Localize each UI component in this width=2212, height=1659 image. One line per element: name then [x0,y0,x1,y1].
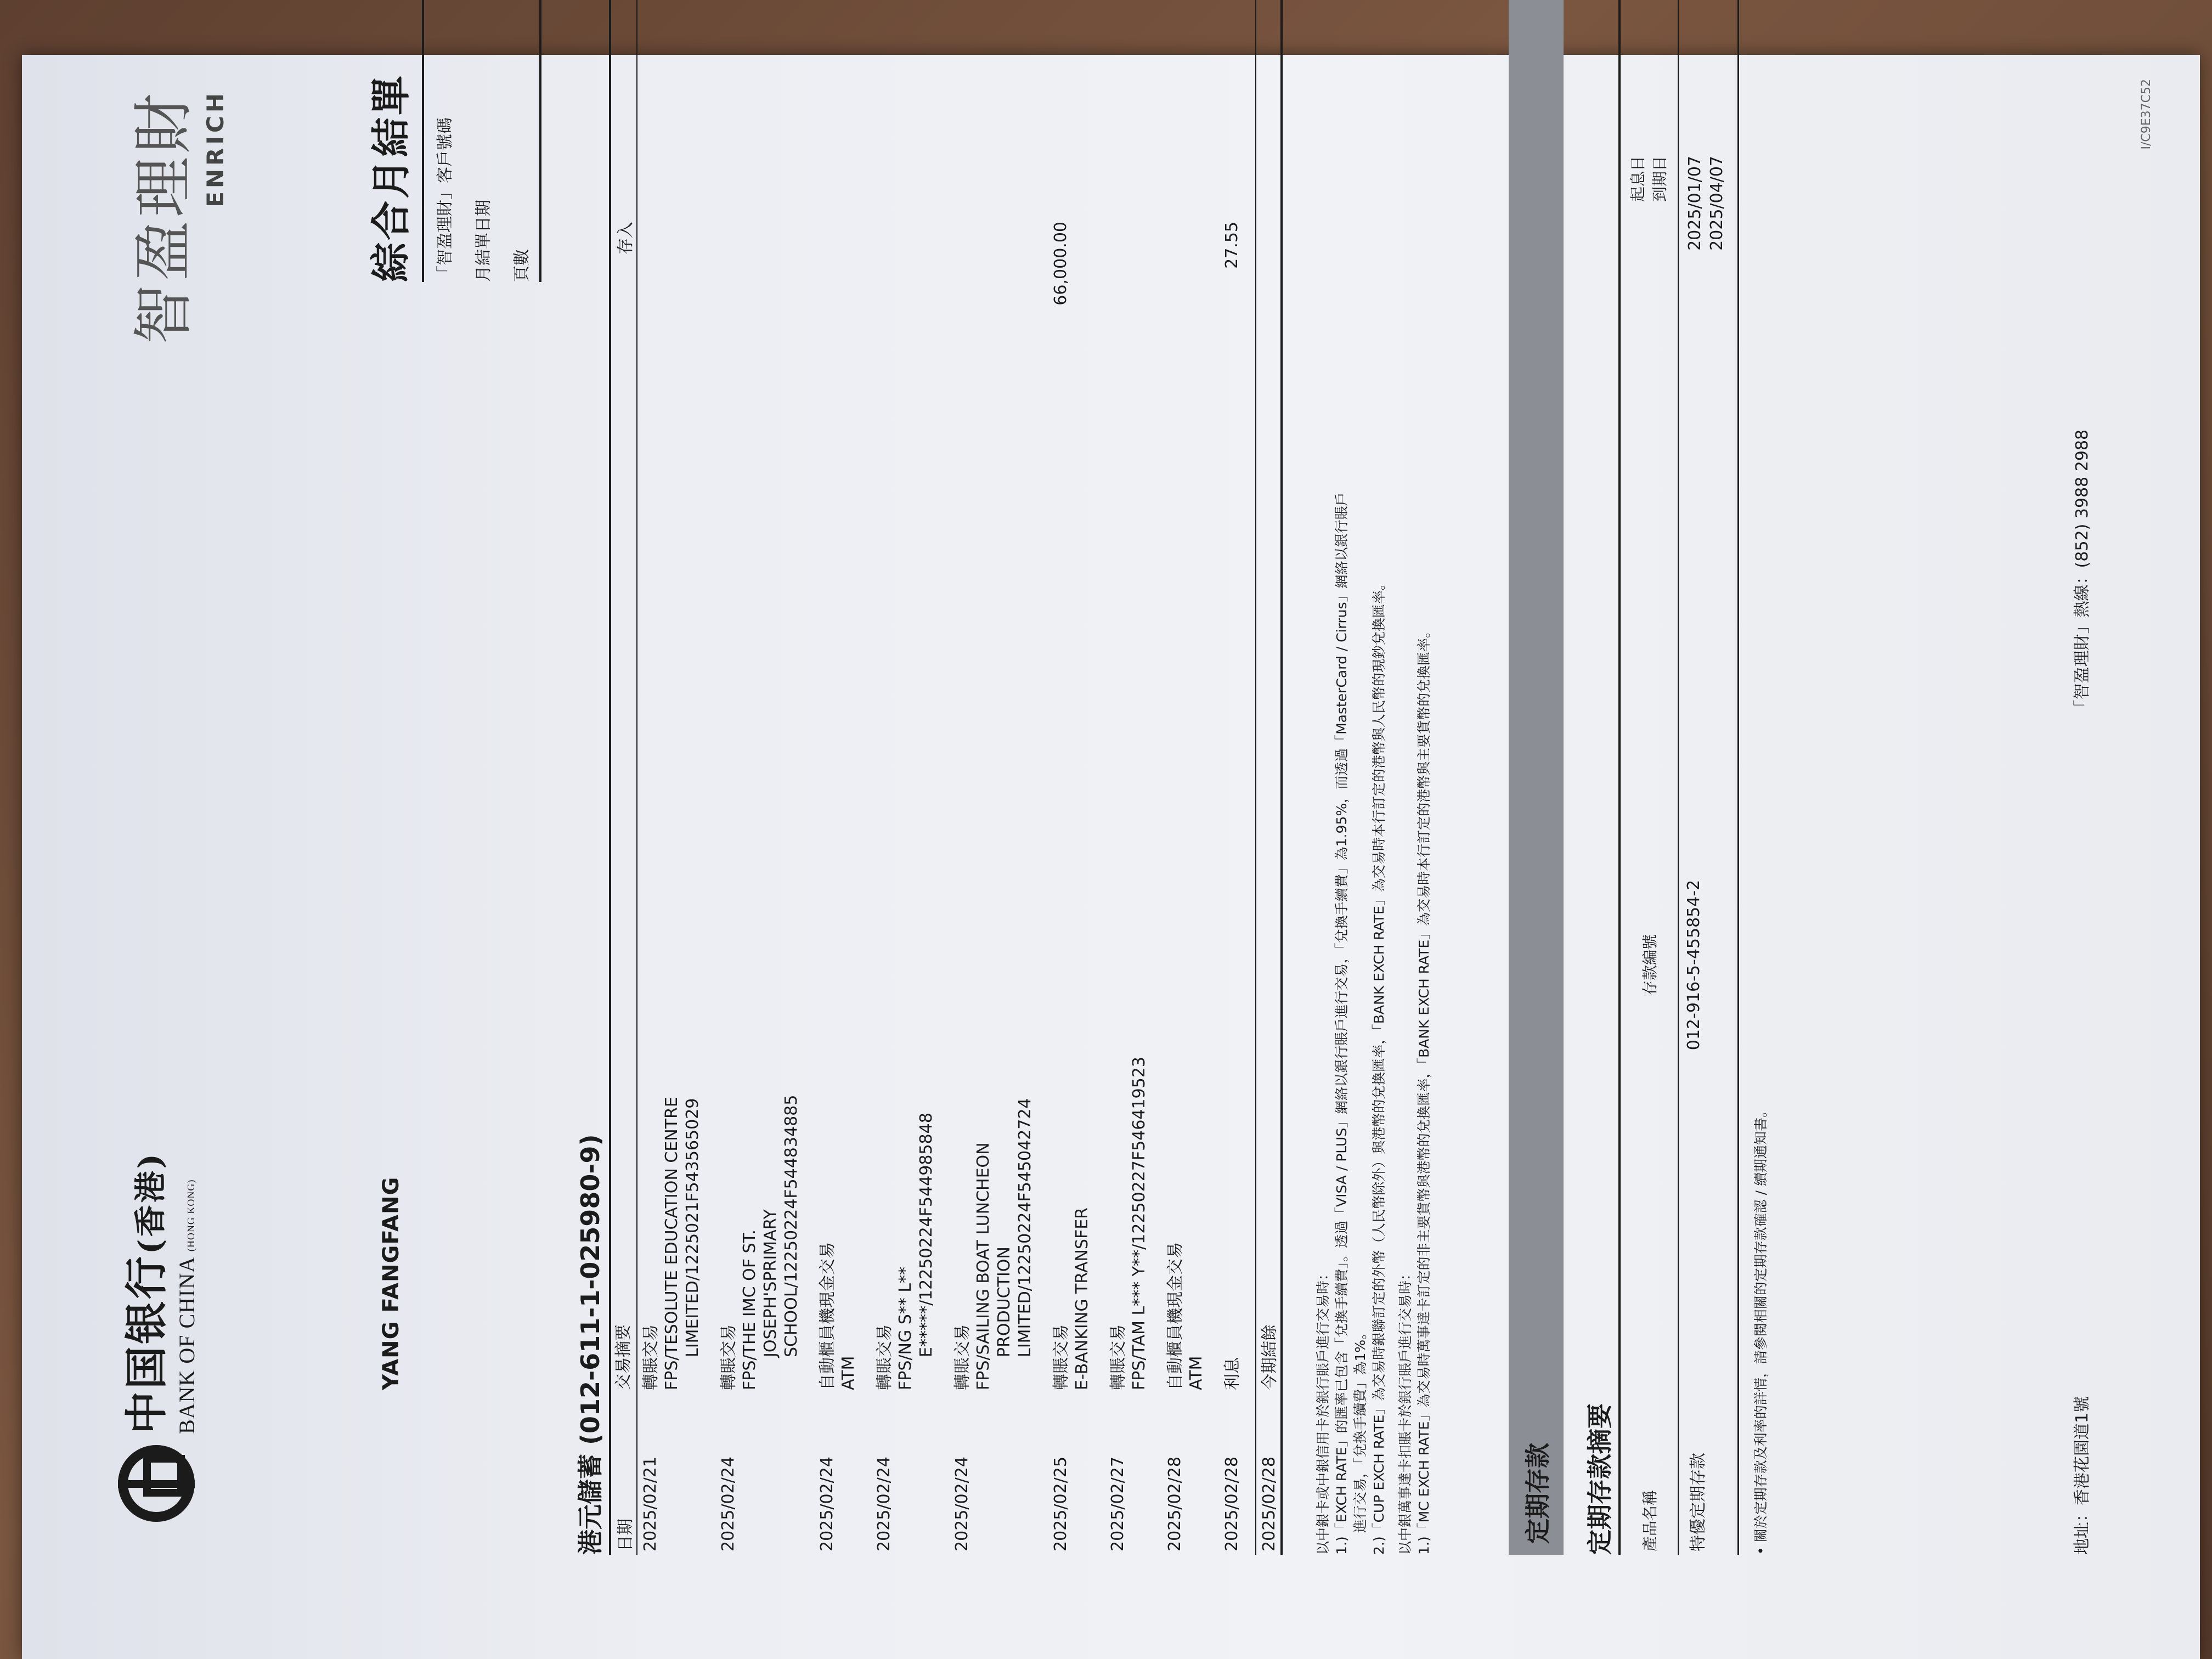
note-line: 進行交易，「兌換手續費」為1%。 [1352,1325,1368,1533]
transaction-withdrawal [641,0,715,222]
transaction-description-line: ATM [839,1356,858,1390]
transaction-deposit: 27.55 [1222,222,1242,269]
transaction-description [719,650,814,1390]
transaction-deposit [1165,222,1219,650]
transaction-description [1108,650,1162,1390]
transaction-withdrawal [1165,0,1219,222]
table-row [949,0,1048,1555]
statement-info-row: 月結單日期 [474,200,493,282]
time-deposit-table-header: 產品名稱 存款編號 起息日 到期日 [1618,0,1679,1555]
transaction-deposit [719,222,814,650]
savings-account-title: 港元儲蓄 (012-611-1-025980-9) [575,1134,605,1555]
transaction-description-line: FPS/TAM L*** Y**/12250227F546419523 [1130,1057,1149,1390]
table-row [1048,0,1105,1555]
transaction-description-line: LIMEITED/1225021F543565029 [683,1098,702,1357]
transaction-date: 2025/02/24 [719,1457,738,1551]
transaction-description-line: 轉賬交易 [641,1324,661,1390]
footer-hotline: 「智盈理財」熱線：(852) 3988 2988 [2073,429,2092,716]
transaction-table-header: 日期 交易摘要 存入 [609,0,637,1555]
table-row [814,0,871,1555]
transaction-description-line: FPS/TESOLUTE EDUCATION CENTRE [662,1097,681,1390]
transaction-description-line: 自動櫃員機現金交易 [1166,1242,1185,1390]
statement-title: 綜合月結單 [368,73,414,282]
transaction-withdrawal [1108,0,1162,222]
transaction-description [1165,650,1219,1390]
transaction-withdrawal [817,0,871,222]
bank-name-cn: 中国银行 [122,1254,172,1434]
statement-rule [539,0,541,282]
statement-info-row: 「智盈理財」客戶號碼 [436,117,455,282]
time-deposit-table [1618,0,1739,1555]
transaction-description-line: E*****/12250224F544985848 [917,1113,936,1357]
transaction-description-line: ATM [1187,1356,1206,1390]
transaction-description-line: PRODUCTION [995,1246,1014,1357]
table-row [1219,0,1255,1555]
transaction-description [817,650,871,1390]
statement-document [22,68,2183,1648]
table-row [1105,0,1162,1555]
transaction-withdrawal [952,0,1048,222]
transaction-withdrawal [874,0,949,222]
transaction-withdrawal [1222,0,1255,222]
boc-logo-icon [118,1445,195,1522]
transaction-description-line: 轉賬交易 [1109,1324,1128,1390]
note-line: 1.)「MC EXCH RATE」為交易時萬事達卡訂定的非主要貨幣與港幣的兌換匯率，「BANK EXCH RATE」為交易時本行訂定的港幣與主要貨幣的兌換匯率。 [1416,624,1432,1555]
time-deposit-summary-title: 定期存款摘要 [1585,1403,1615,1555]
transaction-description-line: 轉賬交易 [875,1324,894,1390]
footer-address: 地址：香港花園道1號 [2073,1396,2092,1555]
enrich-brand-cn: 智盈理財 [128,90,199,345]
transaction-deposit [641,222,715,650]
table-row [1162,0,1219,1555]
transaction-description [874,650,949,1390]
transaction-date: 2025/02/24 [874,1457,894,1551]
transaction-date: 2025/02/24 [952,1457,972,1551]
table-row [715,0,814,1555]
time-deposit-note: • 關於定期存款及利率的詳情，請參閱相關的定期存款確認 / 續期通知書。 [1753,1103,1769,1555]
transaction-deposit: 66,000.00 [1051,222,1070,306]
time-deposit-row: 特優定期存款 012-916-5-455854-2 2025/01/07 2025/04/07 [1679,0,1739,1555]
transaction-description [952,650,1048,1390]
bank-name-en: BANK OF CHINA [174,1257,199,1434]
statement-paper [22,55,2200,1659]
document-id: I/C9E37C52 [2140,79,2153,150]
note-line: 以中銀卡或中銀信用卡於銀行賬戶進行交易時： [1315,1266,1331,1555]
note-line: 2.)「CUP EXCH RATE」為交易時銀聯訂定的外幣（人民幣除外）與港幣的兌換匯率，「BANK EXCH RATE」為交易時本行訂定的港幣與人民幣的現鈔兌換匯率。 [1371,577,1387,1555]
transaction-description-line: SCHOOL/12250224F544834885 [782,1094,801,1357]
transaction-deposit [874,222,949,650]
exchange-rate-notes [1314,0,1434,1555]
note-line: 1.)「EXCH RATE」的匯率已包含「兌換手續費」。透過「VISA / PLUS」網絡以銀行賬戶進行交易，「兌換手續費」為1.95%，而透過「MasterCard / Cirrus」網絡以銀行賬戶 [1334,492,1350,1555]
transaction-description-line: LIMITED/12250224F545042724 [1015,1098,1035,1357]
transaction-description [641,650,715,1390]
bank-name-cn-suffix: (香港) [132,1152,169,1254]
transaction-description [1222,650,1255,1390]
transaction-table [609,0,1283,1555]
customer-name: YANG FANGFANG [379,1176,404,1390]
note-line [1389,0,1396,1555]
transaction-date: 2025/02/25 [1051,1457,1070,1551]
table-row [637,0,715,1555]
transaction-date: 2025/02/28 [1165,1457,1184,1551]
transaction-date: 2025/02/28 [1222,1457,1242,1551]
closing-balance-row: 2025/02/28 今期結餘 [1255,0,1283,1555]
transaction-date: 2025/02/21 [641,1457,660,1551]
transaction-description-line: FPS/THE IMC OF ST. [740,1229,759,1390]
transaction-date: 2025/02/27 [1108,1457,1127,1551]
statement-info-row: 頁數 [512,249,532,282]
bank-name-en-suffix: (HONG KONG) [185,1179,196,1252]
transaction-description-line: 利息 [1223,1357,1242,1390]
transaction-withdrawal [719,0,814,222]
transaction-withdrawal [1051,0,1105,222]
transaction-date: 2025/02/24 [817,1457,837,1551]
transaction-description-line: 轉賬交易 [719,1324,738,1390]
transaction-description-line: FPS/NG S** L** [896,1266,915,1390]
transaction-deposit [1108,222,1162,650]
time-deposit-banner: 定期存款 [1509,0,1564,1555]
transaction-description-line: 自動櫃員機現金交易 [818,1242,837,1390]
transaction-description-line: FPS/SAILING BOAT LUNCHEON [974,1142,993,1390]
enrich-brand [115,90,229,345]
bank-logo [112,1152,200,1522]
transaction-description-line: JOSEPH'SPRIMARY [761,1209,780,1357]
transaction-table-body [637,0,1255,1555]
note-line: 以中銀萬事達卡扣賬卡於銀行賬戶進行交易時： [1397,1266,1413,1555]
enrich-brand-en: ENRICH [202,90,229,207]
statement-footer [2068,0,2092,1555]
statement-info [359,0,541,282]
transaction-description-line: 轉賬交易 [1052,1324,1071,1390]
transaction-description [1051,650,1105,1390]
transaction-description-line: 轉賬交易 [953,1324,972,1390]
transaction-deposit [817,222,871,650]
transaction-deposit [952,222,1048,650]
transaction-description-line: E-BANKING TRANSFER [1073,1207,1092,1390]
table-row [871,0,949,1555]
